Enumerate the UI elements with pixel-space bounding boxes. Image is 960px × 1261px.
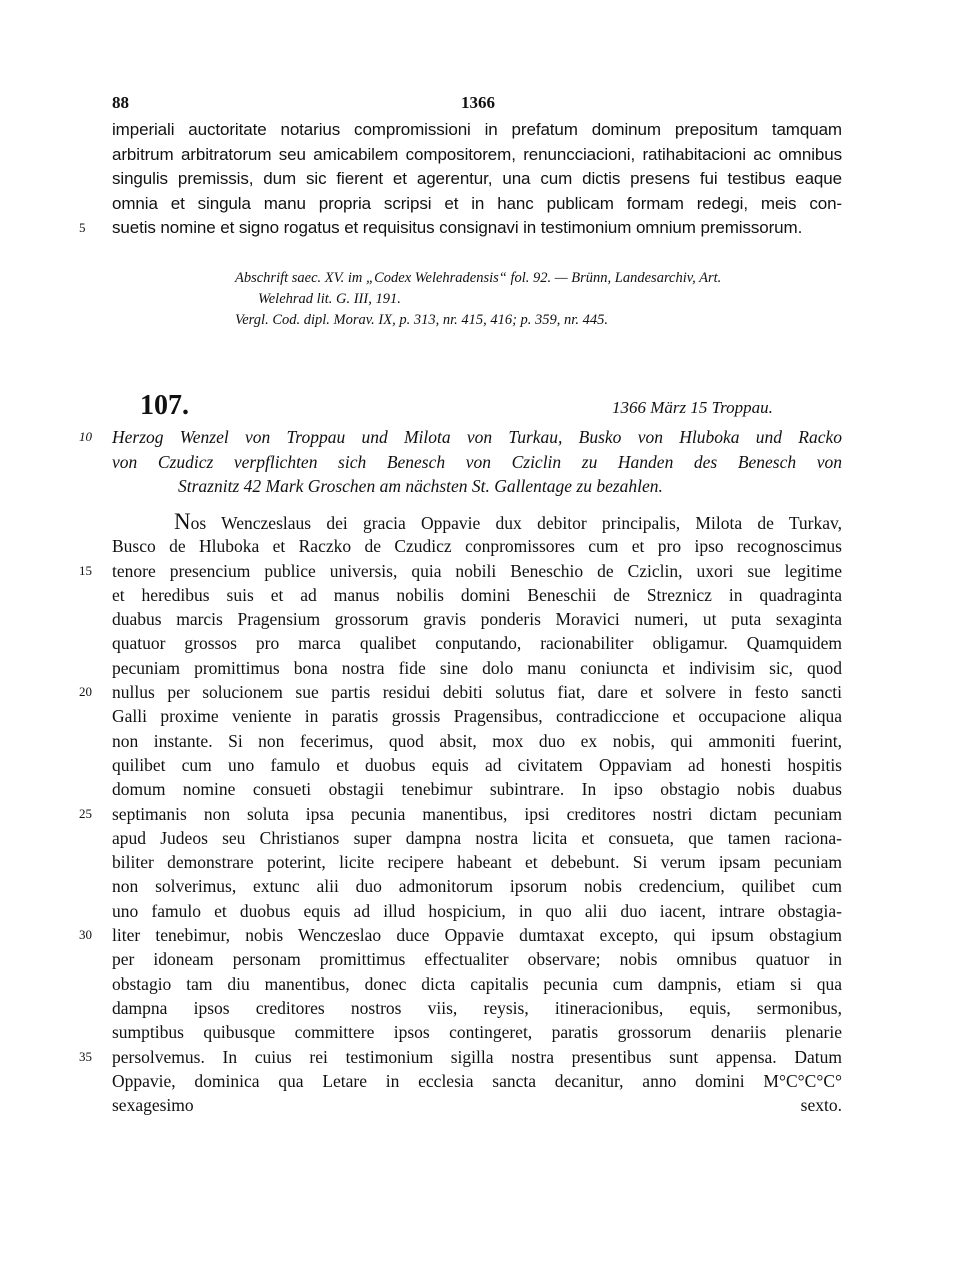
page-number: 88 [112,93,129,112]
body-line [112,1020,842,1044]
body-line [112,1142,842,1166]
line-text: Oppavie, dominica qua Letare in ecclesia sancta decanitur, anno domini M°C°C°C° [112,1070,842,1091]
body-line [112,534,842,558]
line-text: duabus marcis Pragensium grossorum gravis ponderis Moravici numeri, ut puta sexaginta [112,609,842,630]
line-text: singulis premissis, dum sic fierent et agerentur, una cum dictis presens fui testibus eaque [112,169,842,189]
line-number: 25 [79,805,92,821]
document-body [79,509,842,1166]
text-line [112,118,842,143]
body-line [112,656,842,680]
line-text: dampna ipsos creditores nostros viis, reysis, itineracionibus, equis, sermonibus, [112,997,842,1018]
line-text: apud Judeos seu Christianos super dampna nostra licita et consueta, que tamen raciona- [112,827,842,848]
line-text: nullus per solucionem sue partis residui debiti solutus fiat, dare et solvere in festo sancti [112,682,842,703]
line-text: sumptibus quibusque committere ipsos contingeret, paratis grossorum denariis plenarie [112,1022,842,1043]
line-number: 20 [79,684,92,700]
line-number: 10 [79,429,92,444]
line-text: von Czudicz verpflichten sich Benesch von Cziclin zu Handen des Benesch von [112,451,842,472]
body-line [112,753,842,777]
text-line [79,216,842,241]
line-text: sexagesimo sexto. [112,1095,842,1116]
line-text: quilibet cum uno famulo et duobus equis ad civitatem Oppaviam ad honesti hospitis [112,754,842,775]
body-line [112,1069,842,1093]
line-text: arbitrum arbitratorum seu amicabilem compositorem, renuncciacioni, ratihabitacioni ac omnibus [112,144,842,164]
line-text: obstagio tam diu manentibus, donec dicta capitalis pecunia cum dampnis, etiam si qua [112,973,842,994]
body-line [112,777,842,801]
body-line [112,899,842,923]
body-line [112,826,842,850]
line-text: Herzog Wenzel von Troppau und Milota von Turkau, Busko von Hluboka und Racko [112,427,842,447]
page-year-header: 1366 [461,93,495,112]
line-text: Busco de Hluboka et Raczko de Czudicz conpromissores cum et pro ipso recognoscimus [112,536,842,557]
line-text: liter tenebimur, nobis Wenczeslao duce Oppavie dumtaxat excepto, qui ipsum obstagium [112,925,842,946]
body-line [79,1045,842,1069]
body-line [112,704,842,728]
source-note-line-3: Vergl. Cod. dipl. Morav. IX, p. 313, nr. 415, 416; p. 359, nr. 445. [235,312,608,328]
body-line [79,559,842,583]
line-text [174,510,842,535]
line-text: non instante. Si non fecerimus, quod absit, mox duo ex nobis, qui ammoniti fuerint, [112,730,842,751]
body-line [112,1117,842,1141]
line-text: omnia et singula manu propria scripsi et in hanc publicam formam redegi, meis con- [112,193,842,213]
body-line [112,947,842,971]
previous-document-text [79,118,842,241]
line-text: persolvemus. In cuius rei testimonium sigilla nostra presentibus sunt appensa. Datum [112,1046,842,1067]
line-text: uno famulo et duobus equis ad illud hospicium, in quo alii duo iacent, intrare obstagia- [112,900,842,921]
summary-line [112,474,842,499]
body-line [112,729,842,753]
body-line [112,874,842,898]
body-line [112,607,842,631]
line-text: et heredibus suis et ad manus nobilis domini Beneschii de Streznicz in quadraginta [112,584,842,605]
line-text: domum nomine consueti obstagii tenebimur subintrare. In ipso obstagio nobis duabus [112,779,842,800]
source-note-line-2: Welehrad lit. G. III, 191. [258,291,401,307]
line-number: 30 [79,927,92,943]
line-text: quatuor grossos pro marca qualibet conputando, racionabiliter obligamur. Quamquidem [112,633,842,654]
line-number: 15 [79,562,92,578]
body-line [112,1093,842,1117]
line-text: septimanis non soluta ipsa pecunia manentibus, ipsi creditores nostri dictam pecuniam [112,803,842,824]
body-line [79,680,842,704]
body-line [112,510,842,534]
document-number: 107. [140,390,189,421]
body-line [112,850,842,874]
body-line [112,631,842,655]
line-text: pecuniam promittimus bona nostra fide sine dolo manu coniuncta et indivisim sic, quod [112,657,842,678]
document-date: 1366 März 15 Troppau. [612,398,773,417]
source-note-line-1: Abschrift saec. XV. im „Codex Welehradensis“ fol. 92. — Brünn, Landesarchiv, Art. [235,270,722,286]
line-text: suetis nomine et signo rogatus et requisitus consignavi in testimonium omnium premissorum. [112,218,803,238]
initial-letter: N [174,509,191,534]
line-text: non solverimus, extunc alii duo admonitorum ipsorum nobis credencium, quilibet cum [112,876,842,897]
summary-line [112,450,842,475]
line-text: tenore presencium publice universis, quia nobili Beneschio de Cziclin, uxori sue legitime [112,560,842,581]
summary-line [79,425,842,450]
line-text: Galli proxime veniente in paratis grossis Pragensibus, contradiccione et occupacione aliqua [112,706,842,727]
first-line-text: os Wenczeslaus dei gracia Oppavie dux debitor principalis, Milota de Turkav, [190,513,842,533]
body-line [112,972,842,996]
text-line [112,192,842,217]
body-line [112,996,842,1020]
body-line [79,802,842,826]
line-text: Straznitz 42 Mark Groschen am nächsten St. Gallentage zu bezahlen. [178,476,663,497]
line-text: imperiali auctoritate notarius compromissioni in prefatum dominum prepositum tamquam [112,120,842,139]
body-line [112,583,842,607]
text-line [112,167,842,192]
line-number: 35 [79,1048,92,1064]
line-text: per idoneam personam promittimus effectualiter observare; nobis omnibus quatuor in [112,949,842,970]
line-number: 5 [79,220,86,236]
body-line [79,923,842,947]
line-text: biliter demonstrare poterint, licite recipere habeant et debebunt. Si verum ipsam pecuniam [112,852,842,873]
text-line [112,143,842,168]
document-summary [79,425,842,499]
